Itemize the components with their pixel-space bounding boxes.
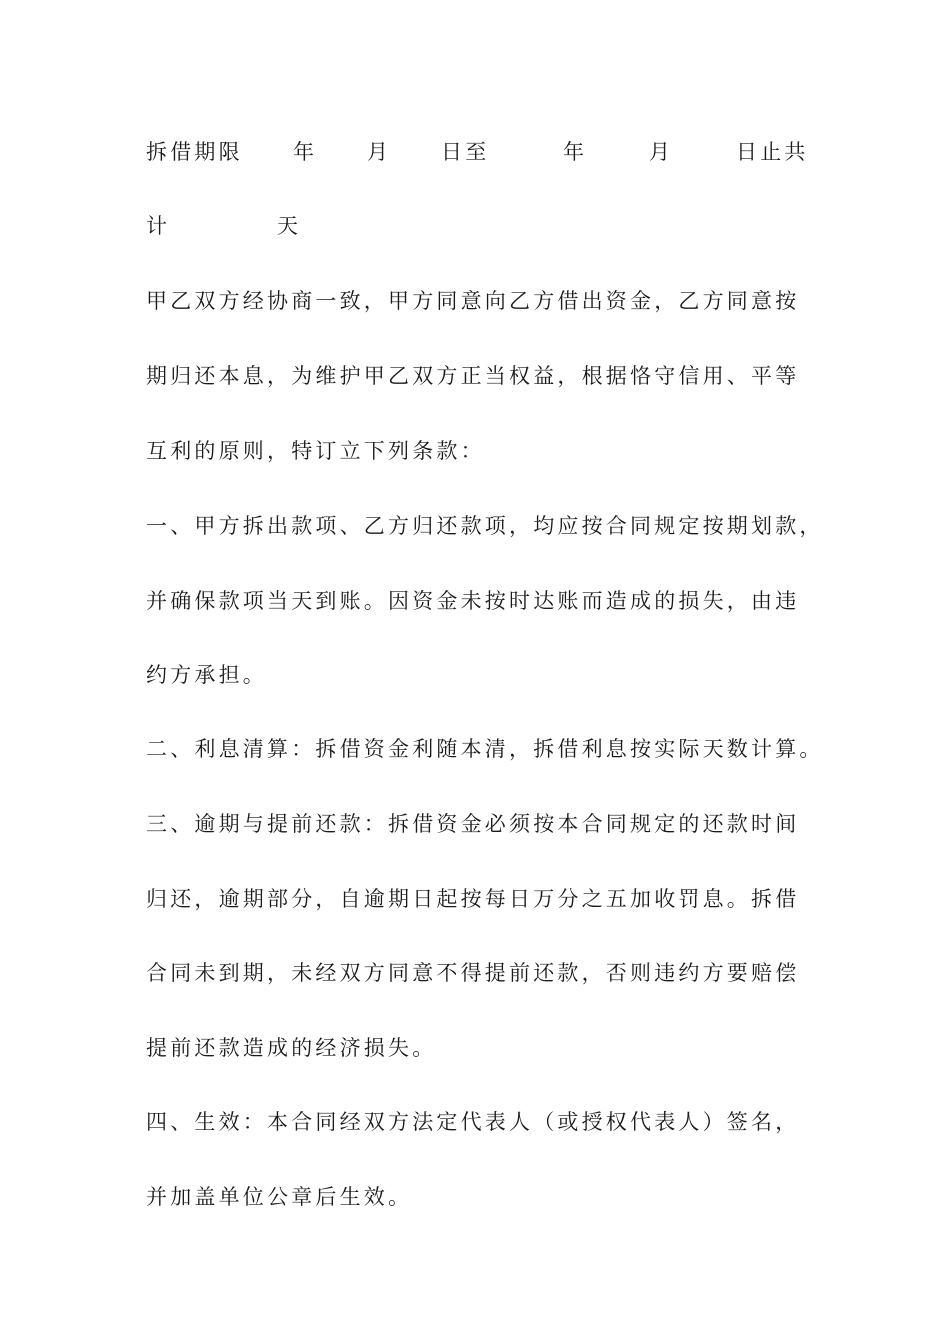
end-day-total-label: 日止共 [736, 140, 809, 164]
start-year-label: 年 [293, 140, 318, 164]
start-day-to-label: 日至 [441, 140, 490, 164]
paragraph-line: 甲乙双方经协商一致，甲方同意向乙方借出资金，乙方同意按 [146, 289, 800, 313]
total-label: 计 [146, 214, 171, 238]
clause-4-line: 并加盖单位公章后生效。 [146, 1185, 413, 1209]
clause-3-line: 合同未到期，未经双方同意不得提前还款，否则违约方要赔偿 [146, 961, 800, 985]
clause-3-line: 三、逾期与提前还款：拆借资金必须按本合同规定的还款时间 [146, 812, 800, 836]
clause-3-line: 归还，逾期部分，自逾期日起按每日万分之五加收罚息。拆借 [146, 887, 800, 911]
days-unit-label: 天 [277, 214, 302, 238]
clause-3-line: 提前还款造成的经济损失。 [146, 1036, 437, 1060]
clause-2-line: 二、利息清算：拆借资金利随本清，拆借利息按实际天数计算。 [146, 737, 824, 761]
clause-1-line: 一、甲方拆出款项、乙方归还款项，均应按合同规定按期划款， [146, 514, 824, 538]
loan-period-label: 拆借期限 [146, 140, 243, 164]
end-month-label: 月 [649, 140, 674, 164]
paragraph-line: 互利的原则，特订立下列条款： [146, 439, 485, 463]
paragraph-line: 期归还本息，为维护甲乙双方正当权益，根据恪守信用、平等 [146, 364, 800, 388]
clause-4-line: 四、生效：本合同经双方法定代表人（或授权代表人）签名， [146, 1110, 800, 1134]
loan-period-line [146, 137, 816, 167]
start-month-label: 月 [367, 140, 392, 164]
clause-1-line: 并确保款项当天到账。因资金未按时达账而造成的损失，由违 [146, 589, 800, 613]
end-year-label: 年 [563, 140, 588, 164]
clause-1-line: 约方承担。 [146, 663, 267, 687]
total-days-line [146, 211, 446, 241]
